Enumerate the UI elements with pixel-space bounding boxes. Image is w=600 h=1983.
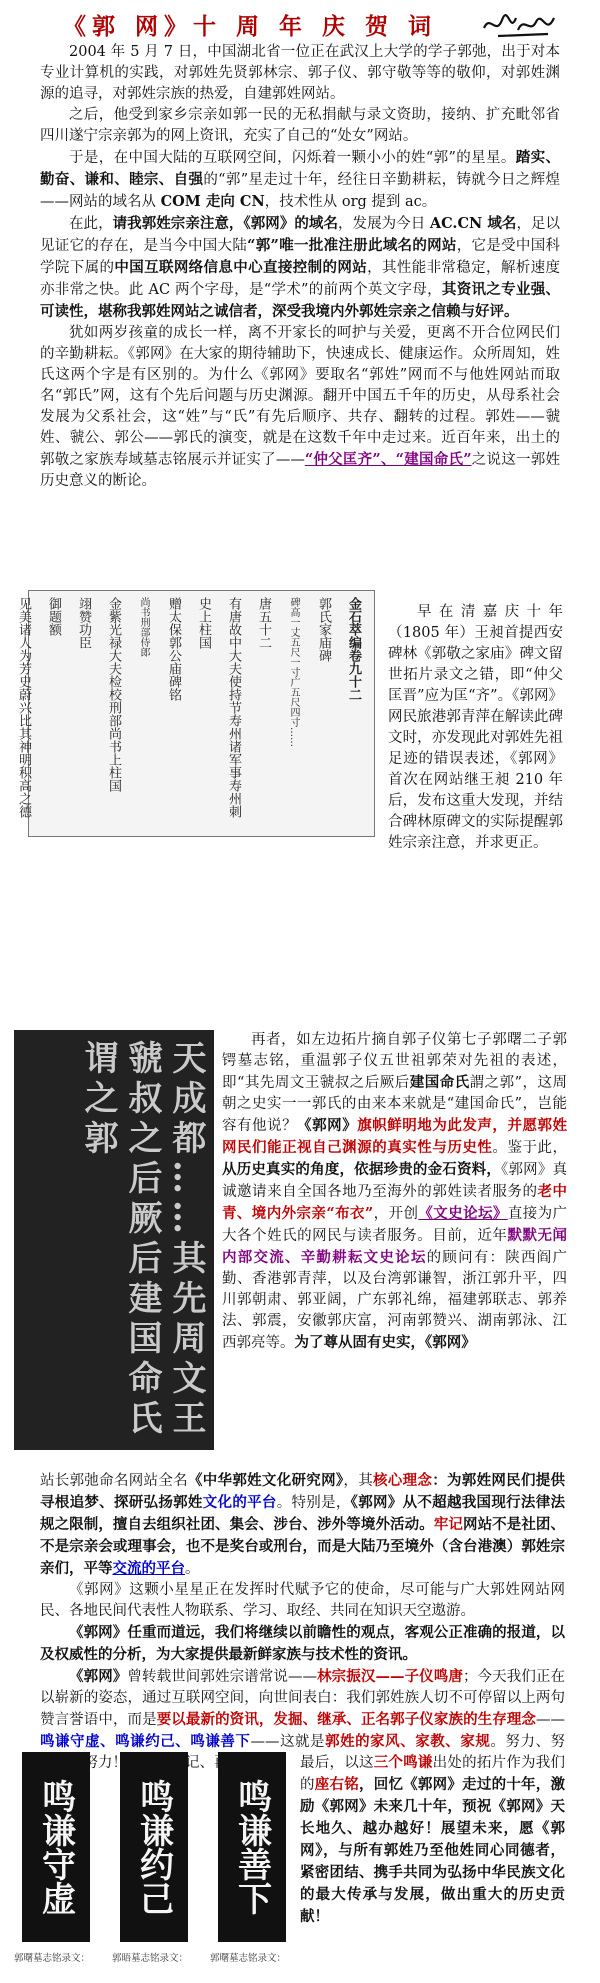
paragraph-9: 《郭网》任重而道远，我们将继续以前瞻性的观点，客观公正准确的报道，以及权威性的分析，为大家提供最新鲜家族与技术性的资讯。 xyxy=(40,1624,566,1663)
page-title: 《郭 网》十 周 年 庆 贺 词 xyxy=(62,13,438,40)
stele-transcription-image xyxy=(16,590,375,837)
calligraphy-rubbing-2: 鸣谦约己 xyxy=(120,1752,188,1942)
paragraph-8: 《郭网》这颗小星星正在发挥时代赋予它的使命，尽可能与广大郭姓网站网民、各地民间代表性人物联系、学习、取经、共同在知识天空遨游。 xyxy=(40,1582,565,1619)
continuation-text xyxy=(40,1470,565,1774)
stele-columns xyxy=(16,597,368,830)
stele-header: 金石萃编卷九十二 xyxy=(346,597,361,701)
signature-scribble-icon xyxy=(478,6,568,42)
muzhiming-rubbing-image xyxy=(14,1030,214,1450)
stele-col: 翊赞功臣 xyxy=(76,597,91,649)
stele-col: 郭氏家庙碑 xyxy=(316,597,331,662)
rubbing-section-text xyxy=(222,1030,567,1354)
paragraph-11: 最后，以这三个鸣谦出处的拓片作为我们的座右铭，回忆《郭网》走过的十年，激励《郭网》未来几十年，预祝《郭网》天长地久、越办越好！展望未来，愿《郭网》，与所有郭姓乃至他姓同心同德者，紧密团结、携手共同为弘扬中华民族文化的最大传承与发展，做出重大的历史贡献！ xyxy=(300,1754,566,1925)
stele-col: 见美诸人为芳史蔚兴比其神明积高之德 xyxy=(16,597,31,818)
paragraph-7: 再者，如左边拓片摘自郭子仪第七子郭曙二子郭锷墓志铭，重温郭子仪五世祖郭荣对先祖的表述，即“其先周文王虢叔之后厥后建国命氏謂之郭”，这周朝之史实一一郭氏的由来本来就是“建国命氏”，岂能容有他说？《郭网》旗帜鲜明地为此发声，并愿郭姓网民们能正视自己渊源的真实性与历史性。鉴于此，从历史真实的角度，依据珍贵的金石资料，《郭网》真诚邀请来自全国各地乃至海外的郭姓读者服务的老中青、境内外宗亲“布衣”，开创《文史论坛》直接为广大各个姓氏的网民与读者服务。目前，近年默默无闻内部交流、辛勤耕耘文史论坛的顾问有：陕西阎广勤、香港郭青萍，以及台湾郭谦智，浙江郭升平，四川郭朝肃、郭亚阔，广东郭礼绵，福建郭联志、郭养法、郭震，安徽郭庆富，河南郭赞兴、湖南郭泳、江西郭亮等。为了尊从固有史实，《郭网》 xyxy=(222,1032,568,1351)
stele-col: 有唐故中大夫使持节寿州诸军事寿州刺史上柱国 xyxy=(196,597,241,818)
paragraph-4: 在此，请我郭姓宗亲注意，《郭网》的域名，发展为今日 AC.CN 域名，足以见证它的存在，是当今中国大陆“郭”唯一批准注册此域名的网站，它是受中国科学院下属的中国互联网络信息中心直接控制的网站，其性能非常稳定，解析速度亦非常之快。此 AC 两个字母，是“学术”的前两个英文字母，其资讯之专业强、可读性，堪称我郭姓网站之诚信者，深受我境内外郭姓宗亲之信赖与好评。 xyxy=(40,215,561,320)
closing-section-text xyxy=(300,1752,565,1928)
stele-col: 唐五十二 xyxy=(256,597,271,649)
stele-section-text xyxy=(388,602,563,854)
stele-col: 御题额 xyxy=(46,597,61,636)
calligraphy-caption-1: 郭曙墓志铭录文： xyxy=(14,1953,91,1964)
calligraphy-rubbing-1: 鸣谦守虚 xyxy=(22,1752,90,1942)
paragraph-10: 《郭网》曾转载世间郭姓宗谱常说——林宗振汉——子仪鸣唐；今天我们正在以崭新的姿态，通过互联网空间，向世间表白：我们郭姓族人切不可停留以上两句赞言誉语中，而是要以最新的资讯，发掘、继承、正名郭子仪家族的生存理念——鸣谦守虚、鸣谦约己、鸣谦善下——这就是郭姓的家风、家教、家规。努力、努 再努力！切记、切记、再切记！ xyxy=(40,1668,566,1771)
paragraph-2: 之后，他受到家乡宗亲如郭一民的无私捐献与录文资助，接纳、扩充毗邻省四川遂宁宗亲郭为的网上资讯，充实了自己的“处女”网站。 xyxy=(40,107,560,144)
calligraphy-caption-3: 郭曙墓志铭录文： xyxy=(210,1953,287,1964)
calligraphy-caption-2: 郭晤墓志铭录文： xyxy=(112,1953,189,1964)
stele-col: 尚书刑部侍郎 xyxy=(138,597,149,657)
intro-section xyxy=(40,42,560,492)
signature-image xyxy=(478,6,568,42)
paragraph-6: 早在清嘉庆十年（1805 年）王昶首提西安碑林《郭敬之家庙》碑文留世拓片录文之错，即“仲父匡晋”应为匡“齐”。《郭网》网民旅港郭青萍在解读此碑文时，亦发现此对郭姓先祖足迹的错误表述，《郭网》首次在网站继王昶 210 年后，发布这重大发现，并结合碑林原碑文的实际提醒郭姓宗亲注意，并求更正。 xyxy=(388,604,563,851)
rubbing-characters: 天成都……其先周文王虢叔之后厥后建国命氏谓之郭 xyxy=(78,1040,206,1440)
calligraphy-rubbing-3: 鸣谦善下 xyxy=(218,1752,286,1942)
stele-col: 赠太保郭公庙碑铭 xyxy=(166,597,181,701)
paragraph-1: 2004 年 5 月 7 日，中国湖北省一位正在武汉上大学的学子郭弛，出于对本专业计算机的实践，对郭姓先贤郭林宗、郭子仪、郭守敬等等的敬仰，对郭姓渊源的追寻，对郭姓宗族的热爱，自建郭姓网站。 xyxy=(40,44,560,102)
stele-col: 碑高一丈五尺一寸广五尺四寸…… xyxy=(288,597,299,747)
stele-col: 金紫光禄大夫检校刑部尚书上柱国 xyxy=(106,597,121,792)
paragraph-7-cont: 站长郭弛命名网站全名《中华郭姓文化研究网》，其核心理念：为郭姓网民们提供寻根追梦、探研弘扬郭姓文化的平台。特别是，《郭网》从不超越我国现行法律法规之限制，擅自去组织社团、集会、涉台、涉外等境外活动。牢记网站不是社团、不是宗亲会或理事会，也不是奖台或刑台，而是大陆乃至境外（含台港澳）郭姓宗亲们，平等交流的平台。 xyxy=(40,1472,566,1577)
paragraph-3: 于是，在中国大陆的互联网空间，闪烁着一颗小小的姓“郭”的星星。踏实、勤奋、谦和、睦宗、自强的“郭”星走过十年，经往日辛勤耕耘，铸就今日之辉煌——网站的域名从 COM 走向 CN，技术性从 org 提到 ac。 xyxy=(40,149,561,210)
paragraph-5: 犹如两岁孩童的成长一样，离不开家长的呵护与关爱，更离不开合位网民们的辛勤耕耘。《郭网》在大家的期待辅助下，快速成长、健康运作。众所周知，姓氏这两个字是有区别的。为什么《郭网》要取名“郭姓”网而不与他姓网站而取名“郭氏”网，这有个先后问题与历史渊源。翻开中国五千年的历史，从母系社会发展为父系社会，这“姓”与“氏”有先后顺序、共存、翻转的过程。郭姓——虢姓、虢公、郭公——郭氏的演变，就是在这数千年中走过来。近百年来，出土的郭敬之家族寿域墓志铭展示并证实了——“仲父匡齐”、“建国命氏”之说这一郭姓历史意义的断论。 xyxy=(40,325,560,489)
signature-text: 郭养浩 xyxy=(486,32,510,41)
